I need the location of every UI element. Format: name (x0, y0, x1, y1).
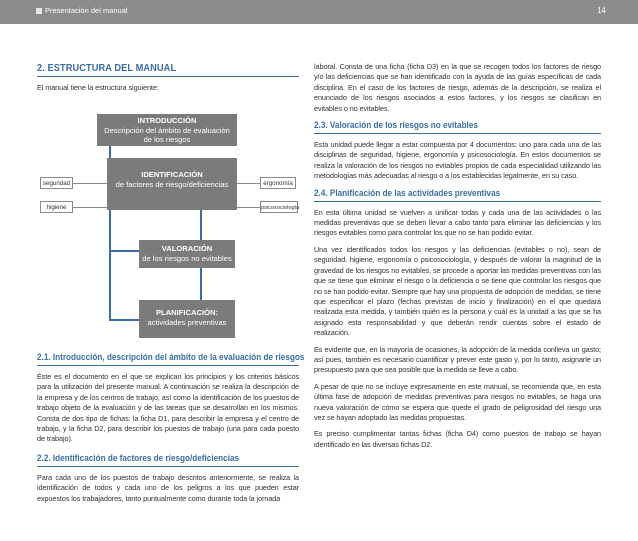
box-introduccion-title: INTRODUCCIÓN (137, 116, 197, 125)
structure-diagram (37, 108, 299, 338)
tag-psicosociologia: psicosociología (260, 201, 298, 213)
connector-identificacion-valoracion (200, 210, 202, 240)
box-planificacion-title: PLANIFICACIÓN: (155, 308, 218, 317)
box-identificacion-line2: de factores de riesgo/deficiencias (115, 179, 229, 189)
connector-psico (237, 207, 261, 208)
box-planificacion (139, 300, 235, 338)
s24-p1: En esta última unidad se vuelven a unificar todas y cada una de las actividades o las medidas preventivas que se deben llevar a cabo tanto para eliminar las deficiencias y los riesgos evitables como para controlar los que no se han podido evitar. (314, 207, 601, 238)
s21-rule (37, 365, 299, 366)
connector-to-valoracion (109, 250, 139, 252)
tag-ergonomia: ergonomía (260, 177, 296, 189)
header-square-icon (36, 8, 42, 14)
s24-p5: Es preciso cumplimentar tantas fichas (ficha D4) como puestos de trabajo se hayan identificado en las diversas fichas D2. (314, 429, 601, 449)
connector-to-planificacion (109, 319, 139, 321)
box-valoracion-line2: de los riesgos no evitables (142, 253, 232, 263)
s24-title: 2.4. Planificación de las actividades preventivas (314, 187, 501, 199)
tag-higiene: higiene (40, 201, 73, 213)
left-column (37, 62, 299, 99)
connector-higiene (72, 207, 107, 208)
header-title: Presentación del manual (45, 6, 128, 15)
box-introduccion-line3: de los riesgos (143, 135, 191, 144)
s22-rule (37, 466, 299, 467)
box-identificacion (107, 158, 237, 210)
s24-p4: A pesar de que no se incluye expresamente en este manual, se recomienda que, en esta última fase de adopción de medidas preventivas para riesgos no evitables, se haga una nueva valoración de cómo se espera que quede el grado de peligrosidad del riesgo una vez se hayan adoptado las medidas propuestas. (314, 381, 601, 422)
section-title: 2. ESTRUCTURA DEL MANUAL (37, 62, 177, 74)
s24-p3: Es evidente que, en la mayoría de ocasiones, la adopción de la medida conlleva un gasto; así pues, también es necesario cuantificar y prever este gasto y, por lo tanto, asignarle un presupuesto para que sea posible que la medida se lleve a cabo. (314, 344, 601, 375)
tag-seguridad: seguridad (40, 177, 73, 189)
connector-valoracion-planificacion (200, 266, 202, 300)
box-valoracion (139, 240, 235, 268)
s23-text: Esta unidad puede llegar a estar compuesta por 4 documentos: uno para cada una de las disciplinas de seguridad, higiene, ergonomía y psicosociología. En estos documentos se realiza la valoración de los riesgos no evitables propios de cada especialidad utilizando las metodologías más adecuadas al riesgo o a los establecidas legalmente, en su caso. (314, 140, 601, 181)
box-planificacion-line2: actividades preventivas (147, 317, 227, 327)
s23-title: 2.3. Valoración de los riesgos no evitables (314, 120, 478, 132)
box-introduccion (97, 114, 237, 146)
box-identificacion-title: IDENTIFICACIÓN (141, 170, 203, 179)
s22-text: Para cada uno de los puestos de trabajo descritos anteriormente, se realiza la identificación de todos y cada uno de los peligros a los que pueden estar expuestos los trabajadores, tanto puntualmente como durante toda la jornada (37, 472, 299, 503)
s24-rule (314, 201, 601, 202)
page-number: 14 (597, 6, 606, 15)
s23-rule (314, 133, 601, 134)
page-header (0, 0, 638, 24)
r-p1: laboral. Consta de una ficha (ficha D3) en la que se recogen todos los factores de riesgo y/o las deficiencias que se han identificado con la ayuda de las guías específicas de cada disciplina. En el caso de los factores de riesgo, además de la descripción, se realiza el enunciado de los riesgos asociados a estos factores, y los riesgos se clasifican en evitables o no evitables. (314, 62, 601, 113)
section-rule (37, 76, 299, 77)
s24-p2: Una vez identificados todos los riesgos y las deficiencias (evitables o no), sean de seguridad, higiene, ergonomía o psicosociología, y después de valorar la magnitud de la gravedad de los riesgos no evitables, se procede a aportar las medidas preventivas con las que se tiene que eliminar el riesgo o la deficiencia o se tiene que controlar los riesgos que no se han podido evitar. Siempre que hay una propuesta de adopción de medidas, se tiene que especificar el plazo (fechas previstas de inicio y finalización) en el que quedará realizada esta medida, y también quién es la persona y cuál es la unidad a las que se ha asignado esta responsabilidad y que deberán rendir cuentas sobre el estado de realización. (314, 244, 601, 338)
s21-text: Éste es el documento en el que se explican los principios y los criterios básicos para la utilización del presente manual. A continuación se realiza la descripción de la empresa y de los centros de trabajo, así como la identificación de los puestos de trabajo objeto de la evaluación y de las tareas que se desarrollan en los mismos. Consta de dos tipo de fichas: la ficha D1, para describir la empresa y el centro de trabajo, y la ficha D2, para describir los puestos de trabajo (una para cada puesto de trabajo). (37, 372, 299, 444)
s21-title: 2.1. Introducción, descripción del ámbito de la evaluación de riesgos (37, 352, 305, 363)
connector-seguridad (72, 183, 107, 184)
right-column (314, 62, 601, 456)
box-introduccion-line2: Descripción del ámbito de evaluación (104, 125, 230, 135)
box-valoracion-title: VALORACIÓN (161, 244, 213, 253)
left-lower (37, 352, 305, 510)
intro-text: El manual tiene la estructura siguiente: (37, 83, 159, 92)
connector-ergonomia (237, 183, 261, 184)
s22-title: 2.2. Identificación de factores de riesgo/deficiencias (37, 452, 240, 464)
